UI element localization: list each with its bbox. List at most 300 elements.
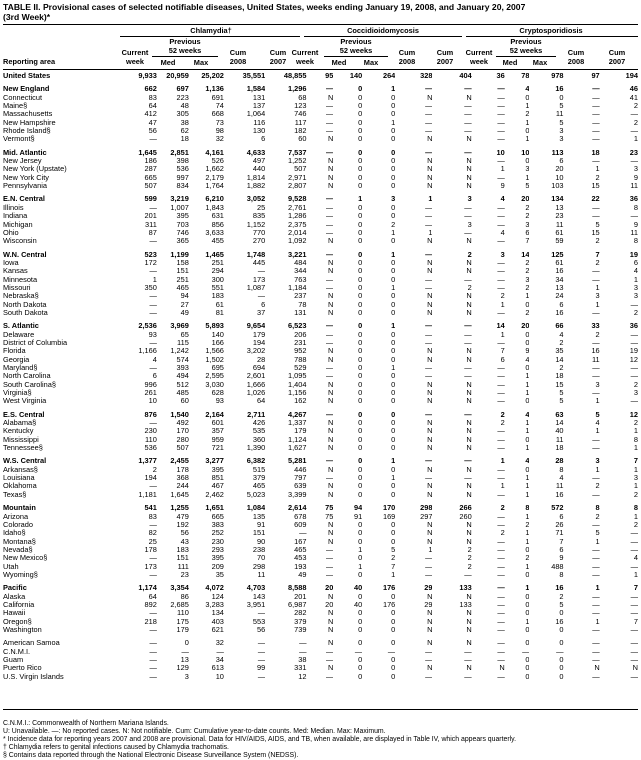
value-cell: 16 [555,617,564,626]
value-cell: N [427,397,433,406]
value-cell: — [497,372,505,381]
value-cell: N [328,347,334,356]
value-cell: N [427,267,433,276]
value-cell: 2 [500,529,505,538]
value-cell: N [466,625,472,634]
value-cell: 2,971 [288,173,307,182]
value-cell: 2 [525,283,530,292]
table-row [3,601,638,609]
value-cell: — [149,203,157,212]
value-cell: 1 [358,562,363,571]
value-cell: 1 [391,322,396,331]
value-cell: 0 [525,625,530,634]
value-cell: 485 [176,389,189,398]
table-row [3,648,638,656]
value-cell: — [464,118,472,127]
value-cell: 1 [525,584,530,593]
value-cell: N [328,609,334,618]
value-cell: — [299,529,307,538]
value-cell: 0 [391,617,396,626]
value-cell: 0 [391,444,396,453]
value-cell: — [149,482,157,491]
value-cell: 0 [525,397,530,406]
value-cell: 2,595 [205,372,224,381]
value-cell: 0 [358,283,363,292]
value-cell: 1 [391,570,396,579]
value-cell: — [464,364,472,372]
table-row [3,102,638,110]
value-cell: — [325,110,334,119]
value-cell: 1,502 [205,355,224,364]
value-cell: 237 [294,292,307,301]
value-cell: 1,156 [288,389,307,398]
value-cell: 763 [294,275,307,284]
value-cell: 395 [211,554,224,563]
value-cell: — [630,545,638,554]
value-cell: 0 [391,165,396,174]
table-row [3,135,638,143]
value-cell: — [497,656,505,664]
value-cell: 5 [391,545,396,554]
table-row [3,529,638,537]
value-cell: 16 [555,267,564,276]
value-cell: 1 [500,165,505,174]
value-cell: — [149,520,157,529]
value-cell: 0 [391,292,396,301]
value-cell: 5,893 [205,322,224,331]
value-cell: 2 [559,592,564,601]
value-cell: 0 [391,639,396,648]
value-cell: 6 [633,258,638,267]
value-cell: — [592,490,600,499]
table-row [3,389,638,397]
value-cell: — [149,625,157,634]
value-cell: — [497,237,505,246]
value-cell: — [464,656,472,664]
value-cell: 0 [525,656,530,664]
value-cell: N [466,444,472,453]
value-cell: 1 [525,512,530,521]
value-cell: 1 [595,584,600,593]
value-cell: — [592,93,600,102]
value-cell: 4 [595,419,600,428]
value-cell: 0 [358,435,363,444]
value-cell: 2 [595,173,600,182]
value-cell: 218 [144,617,157,626]
table-row [3,259,638,267]
table-row [3,381,638,389]
value-cell: N [427,639,433,648]
value-cell: 14 [555,355,564,364]
value-cell: 2 [633,520,638,529]
value-cell: 0 [358,228,363,237]
chlamydia-current-week-label: Current week [121,48,149,66]
value-cell: N [427,482,433,491]
value-cell: — [464,322,472,331]
value-cell: 512 [176,380,189,389]
value-cell: 93 [215,397,224,406]
value-cell: 379 [294,617,307,626]
value-cell: 8 [633,237,638,246]
value-cell: — [464,127,472,136]
value-cell: 797 [294,474,307,483]
value-cell: 34 [555,275,564,284]
value-cell: 131 [294,308,307,317]
value-cell: — [464,474,472,483]
value-cell: — [497,380,505,389]
value-cell: — [464,148,472,157]
value-cell: 56 [180,529,189,538]
value-cell: N [328,182,334,191]
value-cell: N [427,435,433,444]
value-cell: — [464,212,472,221]
value-cell: 1 [500,300,505,309]
value-cell: — [630,592,638,601]
value-cell: 1,540 [170,410,189,419]
value-cell: N [466,292,472,301]
value-cell: — [497,609,505,618]
value-cell: 162 [294,397,307,406]
value-cell: N [328,419,334,428]
value-cell: 0 [559,656,564,664]
value-cell: 294 [211,267,224,276]
value-cell: — [497,93,505,102]
value-cell: 36 [629,322,638,331]
value-cell: 0 [391,520,396,529]
table-row-region [3,195,638,203]
value-cell: — [497,110,505,119]
table-row [3,626,638,634]
value-cell: 0 [391,308,396,317]
value-cell: 1 [633,427,638,436]
value-cell: 182 [294,127,307,136]
value-cell: 4 [633,554,638,563]
value-cell: 0 [358,570,363,579]
value-cell: 703 [176,220,189,229]
value-cell: 0 [391,300,396,309]
value-cell: N [427,465,433,474]
value-cell: 19 [629,250,638,259]
value-cell: 38 [298,656,307,664]
value-cell: 134 [551,195,564,204]
value-cell: — [325,228,334,237]
value-cell: 4,072 [205,584,224,593]
value-cell: N [466,520,472,529]
value-cell: 662 [144,85,157,94]
value-cell: N [427,537,433,546]
value-cell: 0 [358,267,363,276]
value-cell: 3 [467,195,472,204]
crypto-cum-2007-label: Cum 2007 [608,48,626,66]
value-cell: 0 [358,148,363,157]
value-cell: 2 [467,562,472,571]
value-cell: 8 [525,504,530,513]
value-cell: 93 [148,330,157,339]
value-cell: 0 [358,220,363,229]
value-cell: 0 [358,347,363,356]
value-cell: 1,084 [246,504,266,513]
value-cell: — [497,283,505,292]
table-row [3,347,638,355]
value-cell: — [630,609,638,618]
value-cell: N [427,664,433,673]
value-cell: 529 [294,364,307,372]
value-cell: 3,052 [246,195,266,204]
value-cell: — [630,372,638,381]
value-cell: 344 [294,267,307,276]
value-cell: 0 [391,203,396,212]
value-cell: 328 [420,72,433,80]
value-cell: — [630,562,638,571]
value-cell: 87 [148,228,157,237]
value-cell: 0 [391,182,396,191]
value-cell: — [325,322,334,331]
value-cell: — [592,600,600,609]
area-name: U.S. Virgin Islands [3,672,64,681]
value-cell: 0 [391,389,396,398]
value-cell: 3,202 [246,347,266,356]
value-cell: 173 [144,562,157,571]
value-cell: — [149,647,157,656]
area-name: Ohio [3,228,19,237]
value-cell: 125 [551,250,564,259]
table-row [3,237,638,245]
value-cell: 3 [525,165,530,174]
area-name: Mid. Atlantic [3,148,47,157]
value-cell: 86 [180,592,189,601]
value-cell: 16 [555,584,564,593]
area-name: California [3,600,35,609]
area-name: Virginia§ [3,389,32,398]
cocci-previous-label: Previous 52 weeks [339,37,373,55]
value-cell: 0 [358,118,363,127]
value-cell: — [149,237,157,246]
area-name: Alaska [3,592,26,601]
data-table [3,72,638,681]
value-cell: 16 [591,347,600,356]
value-cell: 78 [521,72,530,80]
value-cell: 0 [358,656,363,664]
value-cell: — [464,457,472,466]
value-cell: N [466,237,472,246]
value-cell: 959 [211,435,224,444]
value-cell: 6 [500,355,505,364]
value-cell: 0 [358,258,363,267]
table-row [3,110,638,118]
value-cell: N [427,182,433,191]
value-cell: — [630,157,638,166]
value-cell: 140 [349,72,363,80]
area-name: Kentucky [3,427,34,436]
value-cell: 0 [358,389,363,398]
value-cell: 3 [391,195,396,204]
value-cell: — [630,300,638,309]
value-cell: 34 [215,656,224,664]
area-name: South Dakota [3,308,48,317]
table-row [3,119,638,127]
value-cell: — [425,275,433,284]
area-name: Arkansas§ [3,465,38,474]
area-name: Georgia [3,355,30,364]
table-row [3,397,638,405]
value-cell: 115 [177,338,189,347]
crypto-max-label: Max [532,58,548,67]
value-cell: 20 [325,584,334,593]
value-cell: 1 [525,118,530,127]
value-cell: — [149,609,157,618]
value-cell: — [592,444,600,453]
value-cell: 1 [152,275,157,284]
value-cell: — [497,127,505,136]
value-cell: 1,645 [170,490,189,499]
value-cell: 9 [633,220,638,229]
value-cell: 3 [633,292,638,301]
value-cell: N [427,93,433,102]
value-cell: 3 [500,250,505,259]
value-cell: 1,651 [205,504,224,513]
value-cell: 851 [211,474,224,483]
value-cell: 6,987 [288,600,307,609]
value-cell: 1 [525,617,530,626]
value-cell: 0 [358,85,363,94]
value-cell: 395 [211,465,224,474]
value-cell: 293 [211,545,224,554]
table-row [3,182,638,190]
area-name: Oregon§ [3,617,32,626]
value-cell: 357 [211,427,224,436]
value-cell: — [325,330,334,339]
value-cell: 2 [525,258,530,267]
value-cell: 2,014 [288,228,307,237]
value-cell: 467 [211,482,224,491]
value-cell: 694 [252,364,266,372]
value-cell: — [630,625,638,634]
value-cell: N [427,173,433,182]
value-cell: — [325,275,334,284]
value-cell: — [464,647,472,656]
area-name: Pacific [3,584,27,593]
value-cell: 1 [391,457,396,466]
value-cell: 56 [256,625,266,634]
value-cell: 465 [176,283,189,292]
value-cell: 18 [180,135,189,144]
value-cell: 0 [391,148,396,157]
value-cell: 1 [595,427,600,436]
value-cell: 0 [358,338,363,347]
value-cell: 1 [525,173,530,182]
value-cell: 0 [358,237,363,246]
chlamydia-med-label: Med [160,58,176,67]
value-cell: 43 [180,537,189,546]
value-cell: — [592,520,600,529]
value-cell: 0 [559,609,564,618]
value-cell: 2,711 [247,410,266,419]
table-row [3,331,638,339]
value-cell: — [149,672,157,681]
value-cell: 1,166 [138,347,157,356]
value-cell: 2 [595,482,600,491]
value-cell: 1 [525,537,530,546]
value-cell: 194 [144,474,157,483]
value-cell: 426 [252,419,266,428]
value-cell: 2,685 [170,600,189,609]
value-cell: — [630,672,638,681]
area-name: North Carolina [3,372,51,381]
value-cell: N [427,135,433,144]
value-cell: 8 [633,203,638,212]
table-row [3,546,638,554]
value-cell: 170 [176,427,189,436]
table-row-region [3,322,638,330]
value-cell: N [427,609,433,618]
value-cell: 834 [176,182,189,191]
value-cell: 266 [459,504,472,513]
value-cell: 398 [176,157,189,166]
value-cell: 6 [559,545,564,554]
value-cell: 997 [176,173,189,182]
value-cell: 95 [325,72,334,80]
value-cell: — [425,656,433,664]
value-cell: 0 [391,102,396,111]
value-cell: 2 [467,554,472,563]
value-cell: 298 [420,504,433,513]
value-cell: 124 [211,592,224,601]
value-cell: — [325,127,334,136]
value-cell: 10 [215,672,224,681]
value-cell: 0 [391,410,396,419]
value-cell: — [630,397,638,406]
value-cell: 3 [525,220,530,229]
value-cell: — [497,625,505,634]
value-cell: 3 [633,474,638,483]
value-cell: 2,375 [288,220,307,229]
value-cell: 3,354 [170,584,189,593]
value-cell: — [425,647,433,656]
footnote-incidence: * Incidence data for reporting years 2007 and 2008 are provisional. Data for HIV/AIDS, AIDS, and TB, when available, are displayed in Table IV, which appears quarterly. [3,735,517,743]
value-cell: 0 [391,157,396,166]
value-cell: 1 [428,545,433,554]
value-cell: 179 [252,330,266,339]
area-name: Vermont§ [3,135,35,144]
value-cell: — [497,537,505,546]
value-cell: 0 [358,203,363,212]
value-cell: 0 [391,490,396,499]
value-cell: 0 [391,380,396,389]
value-cell: 455 [211,237,224,246]
value-cell: 6 [559,512,564,521]
value-cell: — [497,102,505,111]
value-cell: 103 [551,182,564,191]
value-cell: 1,092 [288,237,307,246]
value-cell: — [425,562,433,571]
table-row-region [3,72,638,80]
chlamydia-previous-rule [152,56,218,57]
value-cell: 1 [633,275,638,284]
value-cell: 5 [595,410,600,419]
value-cell: 0 [391,135,396,144]
value-cell: 18 [555,444,564,453]
area-name: New Hampshire [3,118,56,127]
value-cell: N [427,157,433,166]
value-cell: 0 [358,639,363,648]
value-cell: 0 [391,419,396,428]
area-name: S. Atlantic [3,322,39,331]
value-cell: 0 [391,664,396,673]
value-cell: 9 [500,182,505,191]
value-cell: 40 [354,600,363,609]
value-cell: 48 [180,102,189,111]
value-cell: — [497,584,505,593]
